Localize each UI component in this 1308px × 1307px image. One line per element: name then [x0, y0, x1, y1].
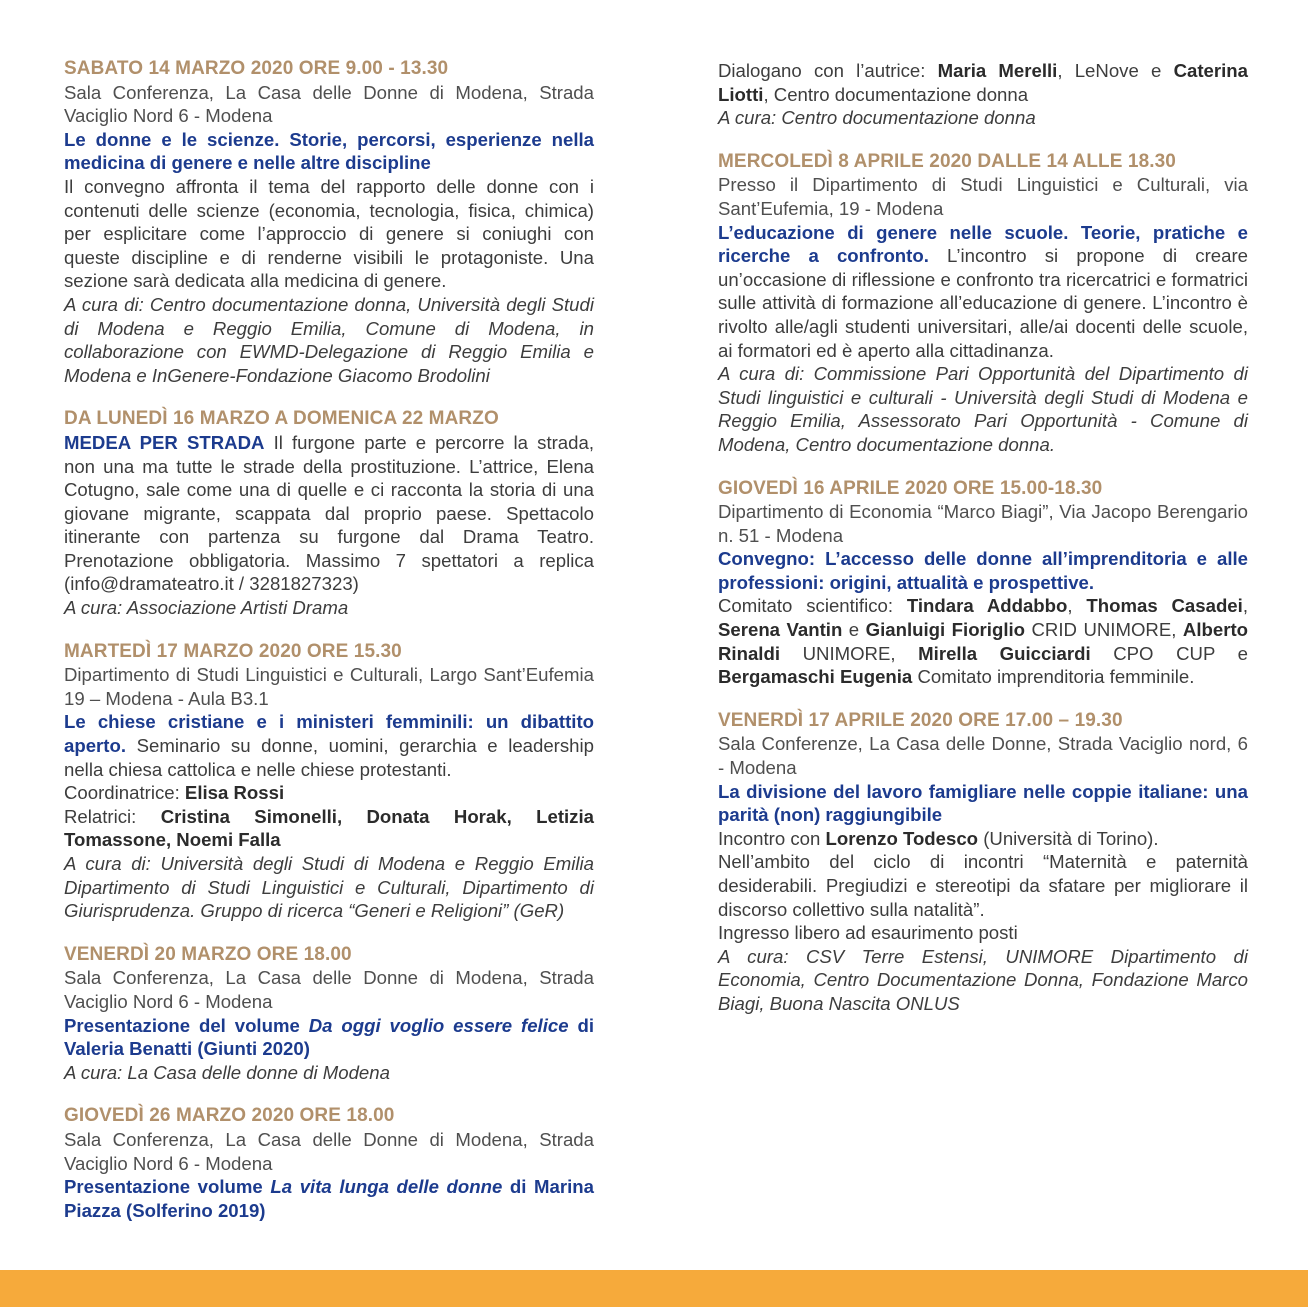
- text-part: , Centro documentazione donna: [763, 83, 1029, 105]
- event-date: DA LUNEDÌ 16 MARZO A DOMENICA 22 MARZO: [64, 408, 499, 430]
- event-venue: Dipartimento di Economia “Marco Biagi”, Via Jacopo Berengario n. 51 - Modena: [718, 501, 1248, 546]
- event-date: GIOVEDÌ 26 MARZO 2020 ORE 18.00: [64, 1105, 395, 1127]
- event-8-aprile: [718, 150, 1248, 457]
- event-date: VENERDÌ 20 MARZO ORE 18.00: [64, 943, 352, 965]
- event-speaker: [718, 827, 1248, 851]
- event-venue: Sala Conferenza, La Casa delle Donne di Modena, Strada Vaciglio Nord 6 - Modena: [64, 1128, 594, 1174]
- person-name: Serena Vantin: [718, 619, 843, 641]
- event-speakers: [64, 805, 594, 852]
- event-organizers: A cura di: Commissione Pari Opportunità del Dipartimento di Studi linguistici e culturali - Università degli Studi di Modena e Reggio Emilia, Assessorato Pari Opportunità - Comune di Modena, Centro documentazione donna.: [718, 363, 1248, 455]
- event-venue: Sala Conferenza, La Casa delle Donne di Modena, Strada Vaciglio Nord 6 - Modena: [64, 81, 594, 127]
- event-description-text: Seminario su donne, uomini, gerarchia e leadership nella chiesa cattolica e nelle chiese protestanti.: [64, 735, 594, 780]
- event-admission: Ingresso libero ad esaurimento posti: [718, 922, 1018, 944]
- event-description-text: Il furgone parte e percorre la strada, non una ma tutte le strade della prostituzione. L’attrice, Elena Cotugno, sale come una di quelle e ci racconta la storia di una giovane migrante, scappata dal proprio paese. Spettacolo itinerante con partenza su furgone dal Drama Teatro. Prenotazione obbligatoria. Massimo 7 spettatori a replica (info@dramateatro.it / 3281827323): [64, 431, 595, 595]
- person-name: Tindara Addabbo: [906, 595, 1068, 617]
- event-venue: Dipartimento di Studi Linguistici e Culturali, Largo Sant’Eufemia 19 – Modena - Aula B3.1: [64, 664, 594, 709]
- event-26-marzo: [64, 1104, 594, 1222]
- event-title: La divisione del lavoro famigliare nelle coppie italiane: una parità (non) raggiungibile: [718, 780, 1248, 826]
- text-part: ,: [1067, 595, 1087, 617]
- text-part: , LeNove e: [1057, 60, 1174, 81]
- text-part: ,: [1242, 595, 1248, 617]
- event-description: [718, 221, 1248, 363]
- event-organizers: A cura: Associazione Artisti Drama: [64, 597, 349, 619]
- speakers-label: Relatrici:: [64, 805, 161, 827]
- person-name: Thomas Casadei: [1086, 595, 1243, 617]
- person-name: Caterina Liotti: [718, 60, 1248, 105]
- event-26-marzo-continued: [718, 59, 1248, 130]
- event-title: Convegno: L’accesso delle donne all’imprenditoria e alle professioni: origini, attualità e prospettive.: [718, 548, 1248, 593]
- book-title: La vita lunga delle donne: [270, 1176, 503, 1198]
- event-coordinator: [64, 781, 594, 805]
- event-14-marzo: [64, 57, 594, 387]
- title-part: Presentazione volume: [64, 1176, 271, 1198]
- right-column: [718, 59, 1248, 1036]
- event-venue: Sala Conferenze, La Casa delle Donne, Strada Vaciglio nord, 6 - Modena: [718, 733, 1248, 779]
- person-name: Alberto Rinaldi: [718, 619, 1248, 664]
- event-organizers: A cura: La Casa delle donne di Modena: [64, 1061, 390, 1083]
- speakers-names: Cristina Simonelli, Donata Horak, Letizia Tomassone, Noemi Falla: [64, 805, 594, 851]
- event-title: MEDEA PER STRADA: [64, 431, 265, 453]
- event-date: SABATO 14 MARZO 2020 ORE 9.00 - 13.30: [64, 58, 449, 79]
- event-title: L’educazione di genere nelle scuole. Teorie, pratiche e ricerche a confronto.: [718, 221, 1248, 267]
- event-16-aprile: [718, 477, 1248, 689]
- event-title: Le chiese cristiane e i ministeri femminili: un dibattito aperto.: [64, 711, 594, 757]
- text-part: e: [842, 619, 866, 641]
- text-part: Incontro con: [718, 827, 826, 849]
- event-organizers: A cura: Centro documentazione donna: [718, 107, 1036, 129]
- coordinator-label: Coordinatrice:: [64, 782, 185, 804]
- text-part: CRID UNIMORE,: [1025, 619, 1183, 641]
- event-description: Il convegno affronta il tema del rapporto delle donne con i contenuti delle scienze (economia, tecnologia, fisica, chimica) per esplicitare come l’approccio di genere si coniughi con queste discipline e di renderne visibili le protagoniste. Una sezione sarà dedicata alla medicina di genere.: [64, 175, 594, 292]
- event-committee: [718, 594, 1248, 688]
- person-name: Gianluigi Fioriglio: [865, 619, 1026, 641]
- coordinator-name: Elisa Rossi: [184, 782, 285, 804]
- event-date: MERCOLEDÌ 8 APRILE 2020 DALLE 14 ALLE 18.30: [718, 150, 1176, 172]
- event-20-marzo: [64, 943, 594, 1085]
- event-description-text: L’incontro si propone di creare un’occasione di riflessione e confronto tra ricercatrici e formatrici sulle attività di formazione all’educazione di genere. L’incontro è rivolto alle/agli studenti universitari, alle/ai docenti delle scuole, ai formatori ed è aperto alla cittadinanza.: [718, 245, 1248, 361]
- event-16-22-marzo: [64, 407, 594, 619]
- title-part: Presentazione del volume: [64, 1014, 309, 1036]
- text-part: Comitato imprenditoria femminile.: [912, 666, 1195, 688]
- text-part: UNIMORE,: [779, 642, 919, 664]
- event-description: [64, 710, 594, 781]
- event-date: GIOVEDÌ 16 APRILE 2020 ORE 15.00-18.30: [718, 477, 1103, 499]
- event-date: MARTEDÌ 17 MARZO 2020 ORE 15.30: [64, 640, 402, 662]
- footer-band: [0, 1270, 1308, 1307]
- event-title: Le donne e le scienze. Storie, percorsi, esperienze nella medicina di genere e nelle altre discipline: [64, 128, 594, 174]
- event-organizers: A cura di: Università degli Studi di Modena e Reggio Emilia Dipartimento di Studi Linguistici e Culturali, Dipartimento di Giurisprudenza. Gruppo di ricerca “Generi e Religioni” (GeR): [64, 853, 594, 922]
- person-name: Maria Merelli: [937, 60, 1058, 81]
- text-part: CPO CUP e: [1090, 642, 1248, 664]
- left-column: [64, 57, 594, 1242]
- event-organizers: A cura di: Centro documentazione donna, Università degli Studi di Modena e Reggio Emilia, Comune di Modena, in collaborazione con EWMD-Delegazione di Reggio Emilia e Modena e InGenere-Fondazione Giacomo Brodolini: [64, 293, 594, 386]
- title-part: di Marina Piazza (Solferino 2019): [64, 1176, 594, 1221]
- event-venue: Presso il Dipartimento di Studi Linguistici e Culturali, via Sant’Eufemia, 19 - Modena: [718, 174, 1248, 219]
- event-title: [64, 1014, 594, 1061]
- event-description: [64, 431, 594, 596]
- event-venue: Sala Conferenza, La Casa delle Donne di Modena, Strada Vaciglio Nord 6 - Modena: [64, 967, 594, 1012]
- person-name: Lorenzo Todesco: [825, 827, 979, 849]
- event-date: VENERDÌ 17 APRILE 2020 ORE 17.00 – 19.30: [718, 709, 1123, 731]
- event-title: [64, 1175, 594, 1222]
- person-name: Bergamaschi Eugenia: [718, 666, 913, 688]
- event-organizers: A cura: CSV Terre Estensi, UNIMORE Dipartimento di Economia, Centro Documentazione Donna, Fondazione Marco Biagi, Buona Nascita ONLUS: [718, 945, 1248, 1014]
- event-17-aprile: [718, 709, 1248, 1016]
- committee-label: Comitato scientifico:: [718, 595, 907, 617]
- event-17-marzo: [64, 640, 594, 923]
- event-series-note: Nell’ambito del ciclo di incontri “Maternità e paternità desiderabili. Pregiudizi e stereotipi da sfatare per migliorare il discorso collettivo sulla natalità”.: [718, 851, 1248, 920]
- event-discussants: [718, 59, 1248, 106]
- text-part: Dialogano con l’autrice:: [718, 60, 938, 81]
- title-part: di Valeria Benatti (Giunti 2020): [64, 1014, 595, 1060]
- book-title: Da oggi voglio essere felice: [308, 1014, 569, 1036]
- person-name: Mirella Guicciardi: [918, 642, 1091, 664]
- text-part: (Università di Torino).: [978, 827, 1159, 849]
